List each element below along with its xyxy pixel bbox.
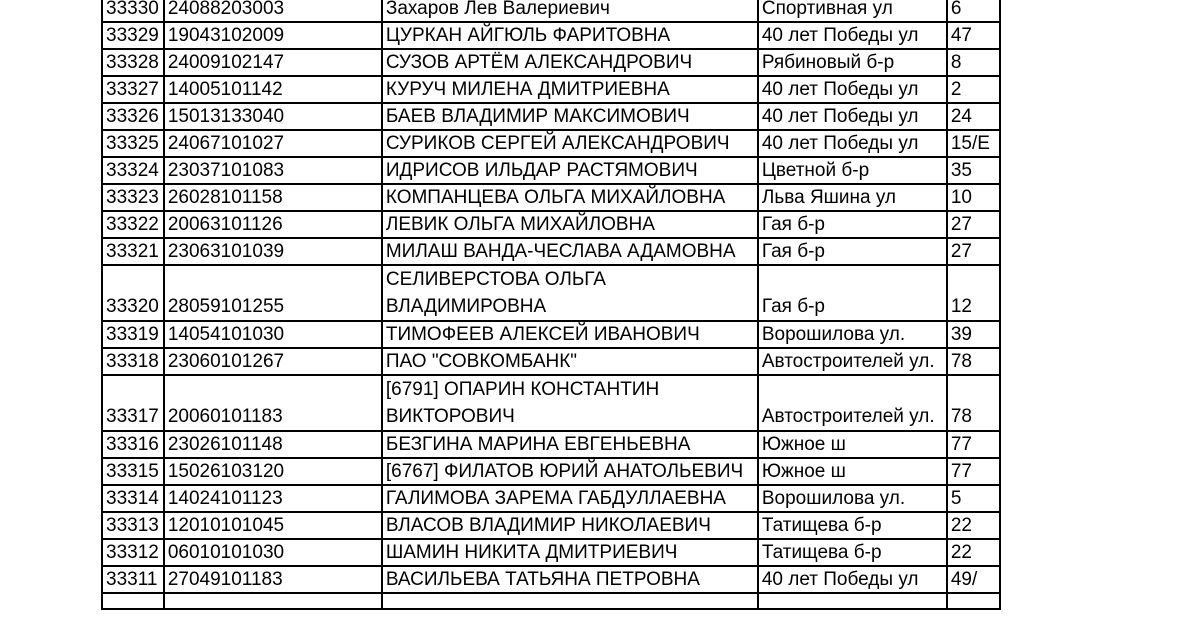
owner-name [382,375,758,431]
street-name: 40 лет Победы ул [758,566,947,593]
house-number: 10 [947,184,1000,211]
house-number: 8 [947,49,1000,76]
street-name: Гая б-р [758,211,947,238]
record-number: 33314 [102,485,164,512]
table-row [102,593,1000,609]
house-number: 27 [947,211,1000,238]
account-number: 19043102009 [164,22,382,49]
table-row [102,49,1000,76]
owner-name-line-2: ВИКТОРОВИЧ [385,406,515,427]
street-name [758,593,947,609]
owner-name: КУРУЧ МИЛЕНА ДМИТРИЕВНА [382,76,758,103]
street-name: Южное ш [758,458,947,485]
table-row [102,157,1000,184]
owner-name-line-1: СЕЛИВЕРСТОВА ОЛЬГА [385,269,606,290]
owner-name: Захаров Лев Валериевич [382,0,758,22]
account-number: 23060101267 [164,348,382,375]
house-number: 78 [947,348,1000,375]
owner-name: ТИМОФЕЕВ АЛЕКСЕЙ ИВАНОВИЧ [382,321,758,348]
street-name: 40 лет Победы ул [758,130,947,157]
owner-name: МИЛАШ ВАНДА-ЧЕСЛАВА АДАМОВНА [382,238,758,265]
street-name: 40 лет Победы ул [758,76,947,103]
table-row [102,238,1000,265]
table-row [102,458,1000,485]
street-name: Татищева б-р [758,539,947,566]
record-number: 33320 [102,265,164,321]
owner-name: ЦУРКАН АЙГЮЛЬ ФАРИТОВНА [382,22,758,49]
house-number: 49/ [947,566,1000,593]
table-row [102,211,1000,238]
street-name: Цветной б-р [758,157,947,184]
table-row [102,265,1000,321]
street-name: 40 лет Победы ул [758,22,947,49]
owner-name: ШАМИН НИКИТА ДМИТРИЕВИЧ [382,539,758,566]
record-number: 33327 [102,76,164,103]
table-row [102,76,1000,103]
record-number: 33329 [102,22,164,49]
owner-name: СУРИКОВ СЕРГЕЙ АЛЕКСАНДРОВИЧ [382,130,758,157]
account-number: 28059101255 [164,265,382,321]
street-name: Спортивная ул [758,0,947,22]
account-number: 23026101148 [164,431,382,458]
account-number: 14024101123 [164,485,382,512]
account-number: 14054101030 [164,321,382,348]
house-number: 15/Е [947,130,1000,157]
account-number: 23063101039 [164,238,382,265]
street-name: Рябиновый б-р [758,49,947,76]
record-number: 33330 [102,0,164,22]
owner-name-line-1: [6791] ОПАРИН КОНСТАНТИН [385,379,660,400]
account-number: 20060101183 [164,375,382,431]
owner-name: [6767] ФИЛАТОВ ЮРИЙ АНАТОЛЬЕВИЧ [382,458,758,485]
record-number [102,593,164,609]
owner-name-line-2: ВЛАДИМИРОВНА [385,296,547,317]
owner-name: ВАСИЛЬЕВА ТАТЬЯНА ПЕТРОВНА [382,566,758,593]
table-row [102,512,1000,539]
house-number: 22 [947,512,1000,539]
house-number: 27 [947,238,1000,265]
table-row [102,103,1000,130]
table-row [102,375,1000,431]
table-row [102,348,1000,375]
table-row [102,485,1000,512]
street-name: 40 лет Победы ул [758,103,947,130]
record-number: 33312 [102,539,164,566]
table-row [102,184,1000,211]
house-number: 2 [947,76,1000,103]
record-number: 33316 [102,431,164,458]
street-name: Гая б-р [758,265,947,321]
owner-name: СУЗОВ АРТЁМ АЛЕКСАНДРОВИЧ [382,49,758,76]
house-number: 24 [947,103,1000,130]
account-number: 24088203003 [164,0,382,22]
record-number: 33324 [102,157,164,184]
record-number: 33326 [102,103,164,130]
owner-name: ИДРИСОВ ИЛЬДАР РАСТЯМОВИЧ [382,157,758,184]
street-name: Льва Яшина ул [758,184,947,211]
house-number [947,593,1000,609]
account-number: 27049101183 [164,566,382,593]
record-number: 33313 [102,512,164,539]
house-number: 78 [947,375,1000,431]
house-number: 22 [947,539,1000,566]
account-number [164,593,382,609]
account-number: 26028101158 [164,184,382,211]
record-number: 33318 [102,348,164,375]
table-row [102,321,1000,348]
house-number: 35 [947,157,1000,184]
owner-name [382,265,758,321]
record-number: 33328 [102,49,164,76]
owner-name: БАЕВ ВЛАДИМИР МАКСИМОВИЧ [382,103,758,130]
street-name: Гая б-р [758,238,947,265]
account-number: 24009102147 [164,49,382,76]
house-number: 12 [947,265,1000,321]
record-number: 33322 [102,211,164,238]
owner-name: КОМПАНЦЕВА ОЛЬГА МИХАЙЛОВНА [382,184,758,211]
owner-name: ЛЕВИК ОЛЬГА МИХАЙЛОВНА [382,211,758,238]
record-number: 33319 [102,321,164,348]
record-number: 33323 [102,184,164,211]
table-row [102,130,1000,157]
records-table [101,0,1001,610]
house-number: 77 [947,431,1000,458]
table-row [102,0,1000,22]
street-name: Ворошилова ул. [758,485,947,512]
street-name: Ворошилова ул. [758,321,947,348]
table-row [102,431,1000,458]
account-number: 20063101126 [164,211,382,238]
table-row [102,566,1000,593]
record-number: 33321 [102,238,164,265]
table-row [102,539,1000,566]
owner-name: ВЛАСОВ ВЛАДИМИР НИКОЛАЕВИЧ [382,512,758,539]
account-number: 14005101142 [164,76,382,103]
street-name: Татищева б-р [758,512,947,539]
record-number: 33315 [102,458,164,485]
owner-name: БЕЗГИНА МАРИНА ЕВГЕНЬЕВНА [382,431,758,458]
table-row [102,22,1000,49]
account-number: 15026103120 [164,458,382,485]
owner-name: ГАЛИМОВА ЗАРЕМА ГАБДУЛЛАЕВНА [382,485,758,512]
account-number: 24067101027 [164,130,382,157]
owner-name [382,593,758,609]
street-name: Южное ш [758,431,947,458]
account-number: 23037101083 [164,157,382,184]
house-number: 5 [947,485,1000,512]
account-number: 15013133040 [164,103,382,130]
house-number: 77 [947,458,1000,485]
house-number: 39 [947,321,1000,348]
record-number: 33325 [102,130,164,157]
street-name: Автостроителей ул. [758,348,947,375]
house-number: 47 [947,22,1000,49]
record-number: 33317 [102,375,164,431]
record-number: 33311 [102,566,164,593]
house-number: 6 [947,0,1000,22]
owner-name: ПАО "СОВКОМБАНК" [382,348,758,375]
street-name: Автостроителей ул. [758,375,947,431]
account-number: 12010101045 [164,512,382,539]
account-number: 06010101030 [164,539,382,566]
